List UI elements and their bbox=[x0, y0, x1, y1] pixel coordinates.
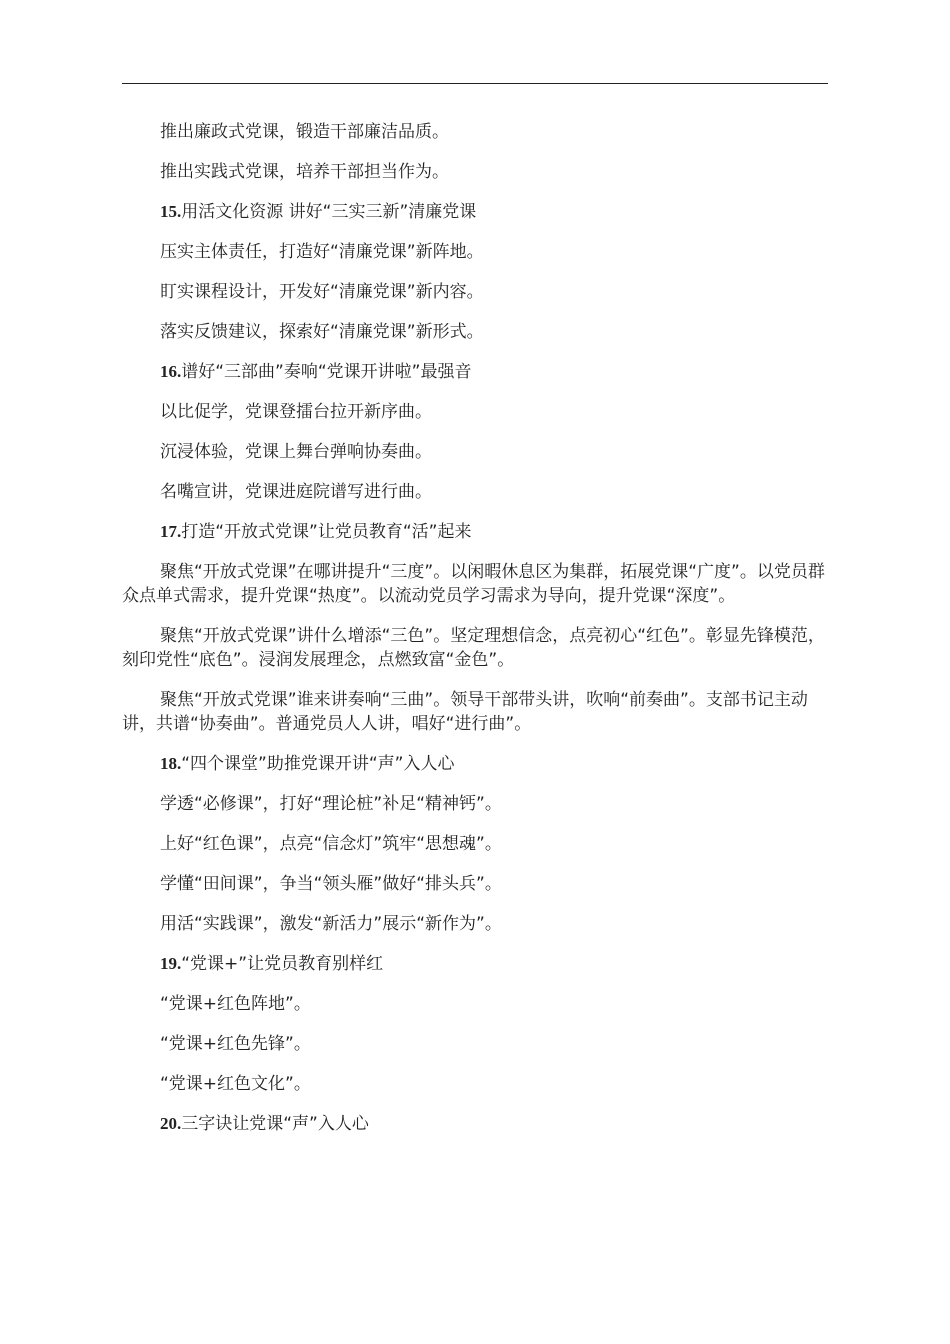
paragraph: 上好“红色课”，点亮“信念灯”筑牢“思想魂”。 bbox=[160, 834, 502, 854]
paragraph: 压实主体责任，打造好“清廉党课”新阵地。 bbox=[160, 242, 484, 262]
section-heading-19 bbox=[122, 952, 828, 976]
section-title: “四个课堂”助推党课开讲“声”入人心 bbox=[181, 754, 455, 774]
section-number: 20. bbox=[160, 1114, 182, 1133]
paragraph: 聚焦“开放式党课”谁来讲奏响“三曲”。领导干部带头讲，吹响“前奏曲”。支部书记主动讲，共谱“协奏曲”。普通党员人人讲，唱好“进行曲”。 bbox=[122, 690, 808, 734]
paragraph: 推出实践式党课，培养干部担当作为。 bbox=[160, 162, 449, 182]
paragraph: 沉浸体验，党课上舞台弹响协奏曲。 bbox=[160, 442, 432, 462]
paragraph: 推出廉政式党课，锻造干部廉洁品质。 bbox=[160, 122, 449, 142]
paragraph: “党课+红色文化”。 bbox=[160, 1074, 311, 1094]
section-title: 三字诀让党课“声”入人心 bbox=[181, 1114, 369, 1134]
paragraph: “党课+红色先锋”。 bbox=[160, 1034, 311, 1054]
paragraph: 聚焦“开放式党课”在哪讲提升“三度”。以闲暇休息区为集群，拓展党课“广度”。以党员群众点单式需求，提升党课“热度”。以流动党员学习需求为导向，提升党课“深度”。 bbox=[122, 562, 825, 606]
section-heading-16 bbox=[122, 360, 828, 384]
section-title: “党课+”让党员教育别样红 bbox=[181, 954, 384, 974]
section-number: 15. bbox=[160, 202, 182, 221]
section-heading-17 bbox=[122, 520, 828, 544]
section-heading-15 bbox=[122, 200, 828, 224]
section-title: 用活文化资源 讲好“三实三新”清廉党课 bbox=[181, 202, 477, 222]
section-heading-18 bbox=[122, 752, 828, 776]
paragraph: 聚焦“开放式党课”讲什么增添“三色”。坚定理想信念，点亮初心“红色”。彰显先锋模范，刻印党性“底色”。浸润发展理念，点燃致富“金色”。 bbox=[122, 626, 825, 670]
header-rule bbox=[122, 83, 828, 84]
section-heading-20 bbox=[122, 1112, 828, 1136]
paragraph: 盯实课程设计，开发好“清廉党课”新内容。 bbox=[160, 282, 484, 302]
document-body bbox=[122, 120, 828, 1152]
paragraph: 以比促学，党课登擂台拉开新序曲。 bbox=[160, 402, 432, 422]
section-number: 19. bbox=[160, 954, 182, 973]
section-number: 16. bbox=[160, 362, 182, 381]
paragraph: 学懂“田间课”，争当“领头雁”做好“排头兵”。 bbox=[160, 874, 502, 894]
paragraph: 落实反馈建议，探索好“清廉党课”新形式。 bbox=[160, 322, 484, 342]
section-number: 17. bbox=[160, 522, 182, 541]
paragraph: 学透“必修课”，打好“理论桩”补足“精神钙”。 bbox=[160, 794, 502, 814]
section-title: 打造“开放式党课”让党员教育“活”起来 bbox=[181, 522, 472, 542]
paragraph: “党课+红色阵地”。 bbox=[160, 994, 311, 1014]
section-number: 18. bbox=[160, 754, 182, 773]
paragraph: 用活“实践课”，激发“新活力”展示“新作为”。 bbox=[160, 914, 502, 934]
section-title: 谱好“三部曲”奏响“党课开讲啦”最强音 bbox=[181, 362, 472, 382]
paragraph: 名嘴宣讲，党课进庭院谱写进行曲。 bbox=[160, 482, 432, 502]
